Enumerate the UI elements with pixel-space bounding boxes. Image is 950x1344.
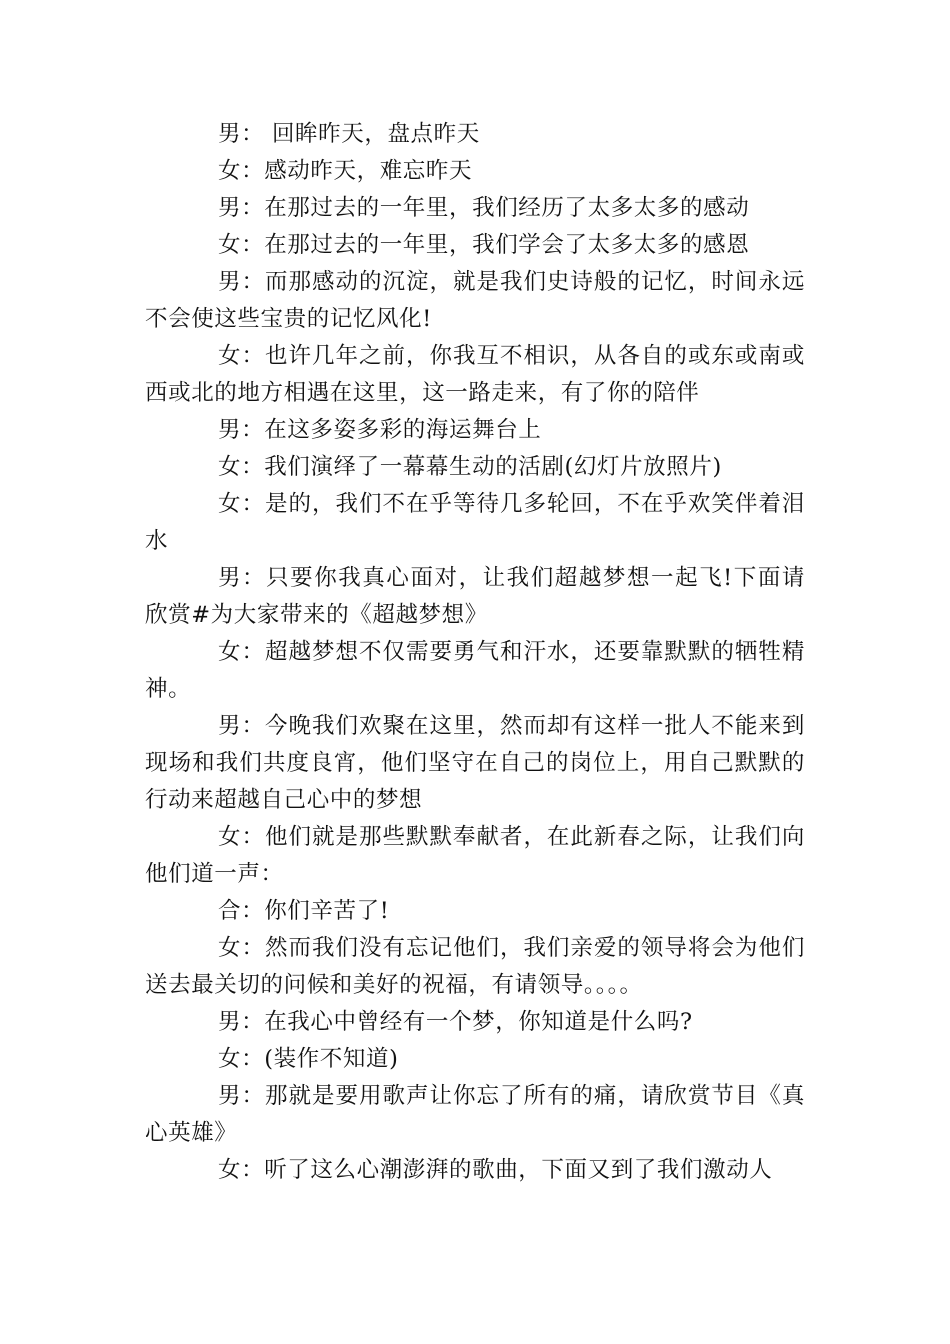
- dialogue-line: 女：是的，我们不在乎等待几多轮回，不在乎欢笑伴着泪水: [145, 491, 805, 554]
- dialogue-line: 男：在这多姿多彩的海运舞台上: [218, 417, 542, 443]
- script-body: [145, 116, 805, 1189]
- dialogue-line: 女：超越梦想不仅需要勇气和汗水，还要靠默默的牺牲精神。: [145, 639, 805, 702]
- dialogue-line: 合：你们辛苦了!: [218, 898, 390, 924]
- dialogue-line: 男：在那过去的一年里，我们经历了太多太多的感动: [218, 195, 750, 221]
- dialogue-line: 男： 回眸昨天，盘点昨天: [218, 121, 480, 147]
- dialogue-line: 男：只要你我真心面对，让我们超越梦想一起飞!下面请欣赏#为大家带来的《超越梦想》: [145, 565, 805, 628]
- dialogue-line: 女：他们就是那些默默奉献者，在此新春之际，让我们向他们道一声：: [145, 824, 805, 887]
- dialogue-line: 女：我们演绎了一幕幕生动的活剧(幻灯片放照片): [218, 454, 722, 480]
- dialogue-line: 男：那就是要用歌声让你忘了所有的痛，请欣赏节目《真心英雄》: [145, 1083, 805, 1146]
- dialogue-line: 男：而那感动的沉淀，就是我们史诗般的记忆，时间永远不会使这些宝贵的记忆风化!: [145, 269, 805, 332]
- dialogue-line: 女：然而我们没有忘记他们，我们亲爱的领导将会为他们送去最关切的问候和美好的祝福，有请领导。。。。: [145, 935, 805, 998]
- dialogue-line: 男：在我心中曾经有一个梦，你知道是什么吗?: [218, 1009, 693, 1035]
- dialogue-line: 女：听了这么心潮澎湃的歌曲，下面又到了我们激动人: [218, 1157, 773, 1183]
- dialogue-line: 女：也许几年之前，你我互不相识，从各自的或东或南或西或北的地方相遇在这里，这一路走来，有了你的陪伴: [145, 343, 805, 406]
- dialogue-line: 男：今晚我们欢聚在这里，然而却有这样一批人不能来到现场和我们共度良宵，他们坚守在自己的岗位上，用自己默默的行动来超越自己心中的梦想: [145, 713, 805, 813]
- dialogue-line: 女：在那过去的一年里，我们学会了太多太多的感恩: [218, 232, 750, 258]
- dialogue-line: 女：(装作不知道): [218, 1046, 399, 1072]
- dialogue-line: 女：感动昨天，难忘昨天: [218, 158, 473, 184]
